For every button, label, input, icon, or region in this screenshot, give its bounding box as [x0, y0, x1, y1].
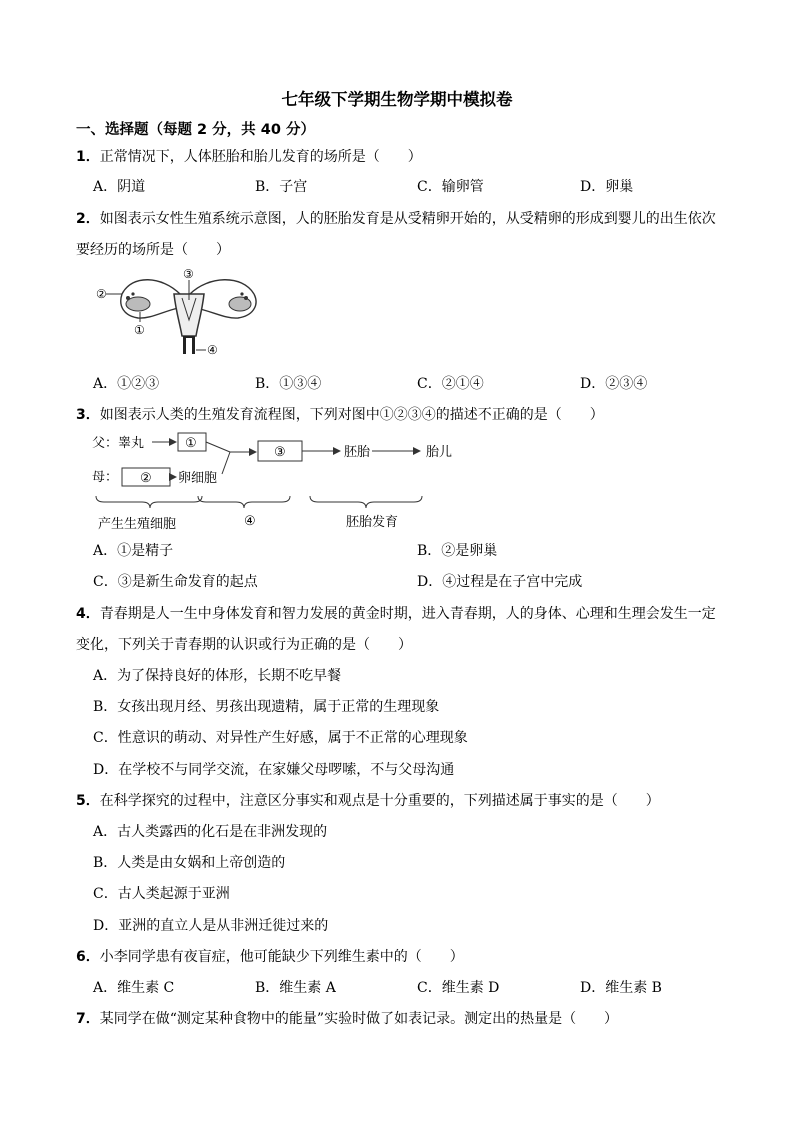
question-3 [76, 404, 604, 424]
fetus-label: 胎儿 [426, 445, 453, 460]
page-title: 七年级下学期生物学期中模拟卷 [281, 90, 513, 109]
question-1 [76, 146, 422, 166]
female-reproductive-system-figure [92, 264, 272, 360]
question-text: 某同学在做“测定某种食物中的能量”实验时做了如表记录。测定出的热量是（ ） [99, 1011, 619, 1027]
question-text: 如图表示女性生殖系统示意图，人的胚胎发育是从受精卵开始的，从受精卵的形成到婴儿的出生依次 [99, 211, 716, 227]
q6-option-d: D．维生素 B [580, 980, 662, 996]
question-2 [76, 208, 716, 228]
father-label: 父：睾丸 [92, 436, 145, 451]
question-text: 青春期是人一生中身体发育和智力发展的黄金时期，进入青春期，人的身体、心理和生理会发生一定 [99, 606, 716, 622]
figure-label-4: ④ [207, 343, 218, 357]
reproduction-flow-figure [90, 430, 470, 534]
q5-option-c: C．古人类起源于亚洲 [93, 886, 230, 902]
q2-option-b: B．①③④ [255, 376, 322, 392]
box-1: ① [185, 436, 197, 451]
q1-option-a: A．阴道 [93, 179, 146, 195]
q4-option-b: B．女孩出现月经、男孩出现遗精，属于正常的生理现象 [93, 699, 440, 715]
q5-option-d: D．亚洲的直立人是从非洲迁徙过来的 [93, 918, 329, 934]
question-6 [76, 946, 464, 966]
q2-option-a: A．①②③ [93, 376, 160, 392]
question-2-line2: 要经历的场所是（ ） [76, 242, 230, 258]
box-3: ③ [274, 445, 286, 460]
mother-label: 母： [92, 470, 119, 485]
box-2: ② [140, 471, 152, 486]
question-number: 3． [76, 407, 100, 423]
q2-option-d: D．②③④ [580, 376, 648, 392]
figure-label-2: ② [96, 287, 107, 301]
question-text: 小李同学患有夜盲症，他可能缺少下列维生素中的（ ） [99, 949, 464, 965]
question-4 [76, 603, 716, 623]
q1-option-c: C．输卵管 [417, 179, 484, 195]
question-number: 6． [76, 949, 100, 965]
q5-option-a: A．古人类露西的化石是在非洲发现的 [93, 824, 328, 840]
q1-option-b: B．子宫 [255, 179, 308, 195]
q6-option-c: C．维生素 D [417, 980, 500, 996]
embryo-label: 胚胎 [344, 445, 371, 460]
figure-label-3: ③ [183, 267, 194, 281]
question-number: 7． [76, 1011, 100, 1027]
question-text: 正常情况下，人体胚胎和胎儿发育的场所是（ ） [99, 149, 422, 165]
q4-option-d: D．在学校不与同学交流，在家嫌父母啰嗦，不与父母沟通 [93, 762, 455, 778]
stage-1-label: 产生生殖细胞 [98, 517, 177, 532]
q3-option-d: D．④过程是在子宫中完成 [417, 574, 583, 590]
question-number: 4． [76, 606, 100, 622]
q4-option-a: A．为了保持良好的体形，长期不吃早餐 [93, 668, 342, 684]
q5-option-b: B．人类是由女娲和上帝创造的 [93, 855, 286, 871]
question-4-line2: 变化，下列关于青春期的认识或行为正确的是（ ） [76, 637, 412, 653]
question-number: 5． [76, 793, 100, 809]
q4-option-c: C．性意识的萌动、对异性产生好感，属于不正常的心理现象 [93, 730, 468, 746]
stage-2-label: ④ [244, 514, 256, 529]
question-text: 如图表示人类的生殖发育流程图，下列对图中①②③④的描述不正确的是（ ） [99, 407, 604, 423]
q3-option-c: C．③是新生命发育的起点 [93, 574, 258, 590]
egg-label: 卵细胞 [178, 471, 218, 486]
question-text: 在科学探究的过程中，注意区分事实和观点是十分重要的，下列描述属于事实的是（ ） [99, 793, 660, 809]
q1-option-d: D．卵巢 [580, 179, 634, 195]
question-number: 2． [76, 211, 100, 227]
q3-option-b: B．②是卵巢 [417, 543, 498, 559]
section-heading: 一、选择题（每题 2 分，共 40 分） [76, 122, 315, 138]
q6-option-a: A．维生素 C [93, 980, 175, 996]
question-number: 1． [76, 149, 100, 165]
q6-option-b: B．维生素 A [255, 980, 336, 996]
stage-3-label: 胚胎发育 [346, 515, 399, 530]
question-7 [76, 1008, 618, 1028]
figure-label-1: ① [134, 323, 145, 337]
question-5 [76, 790, 660, 810]
q2-option-c: C．②①④ [417, 376, 484, 392]
q3-option-a: A．①是精子 [93, 543, 174, 559]
